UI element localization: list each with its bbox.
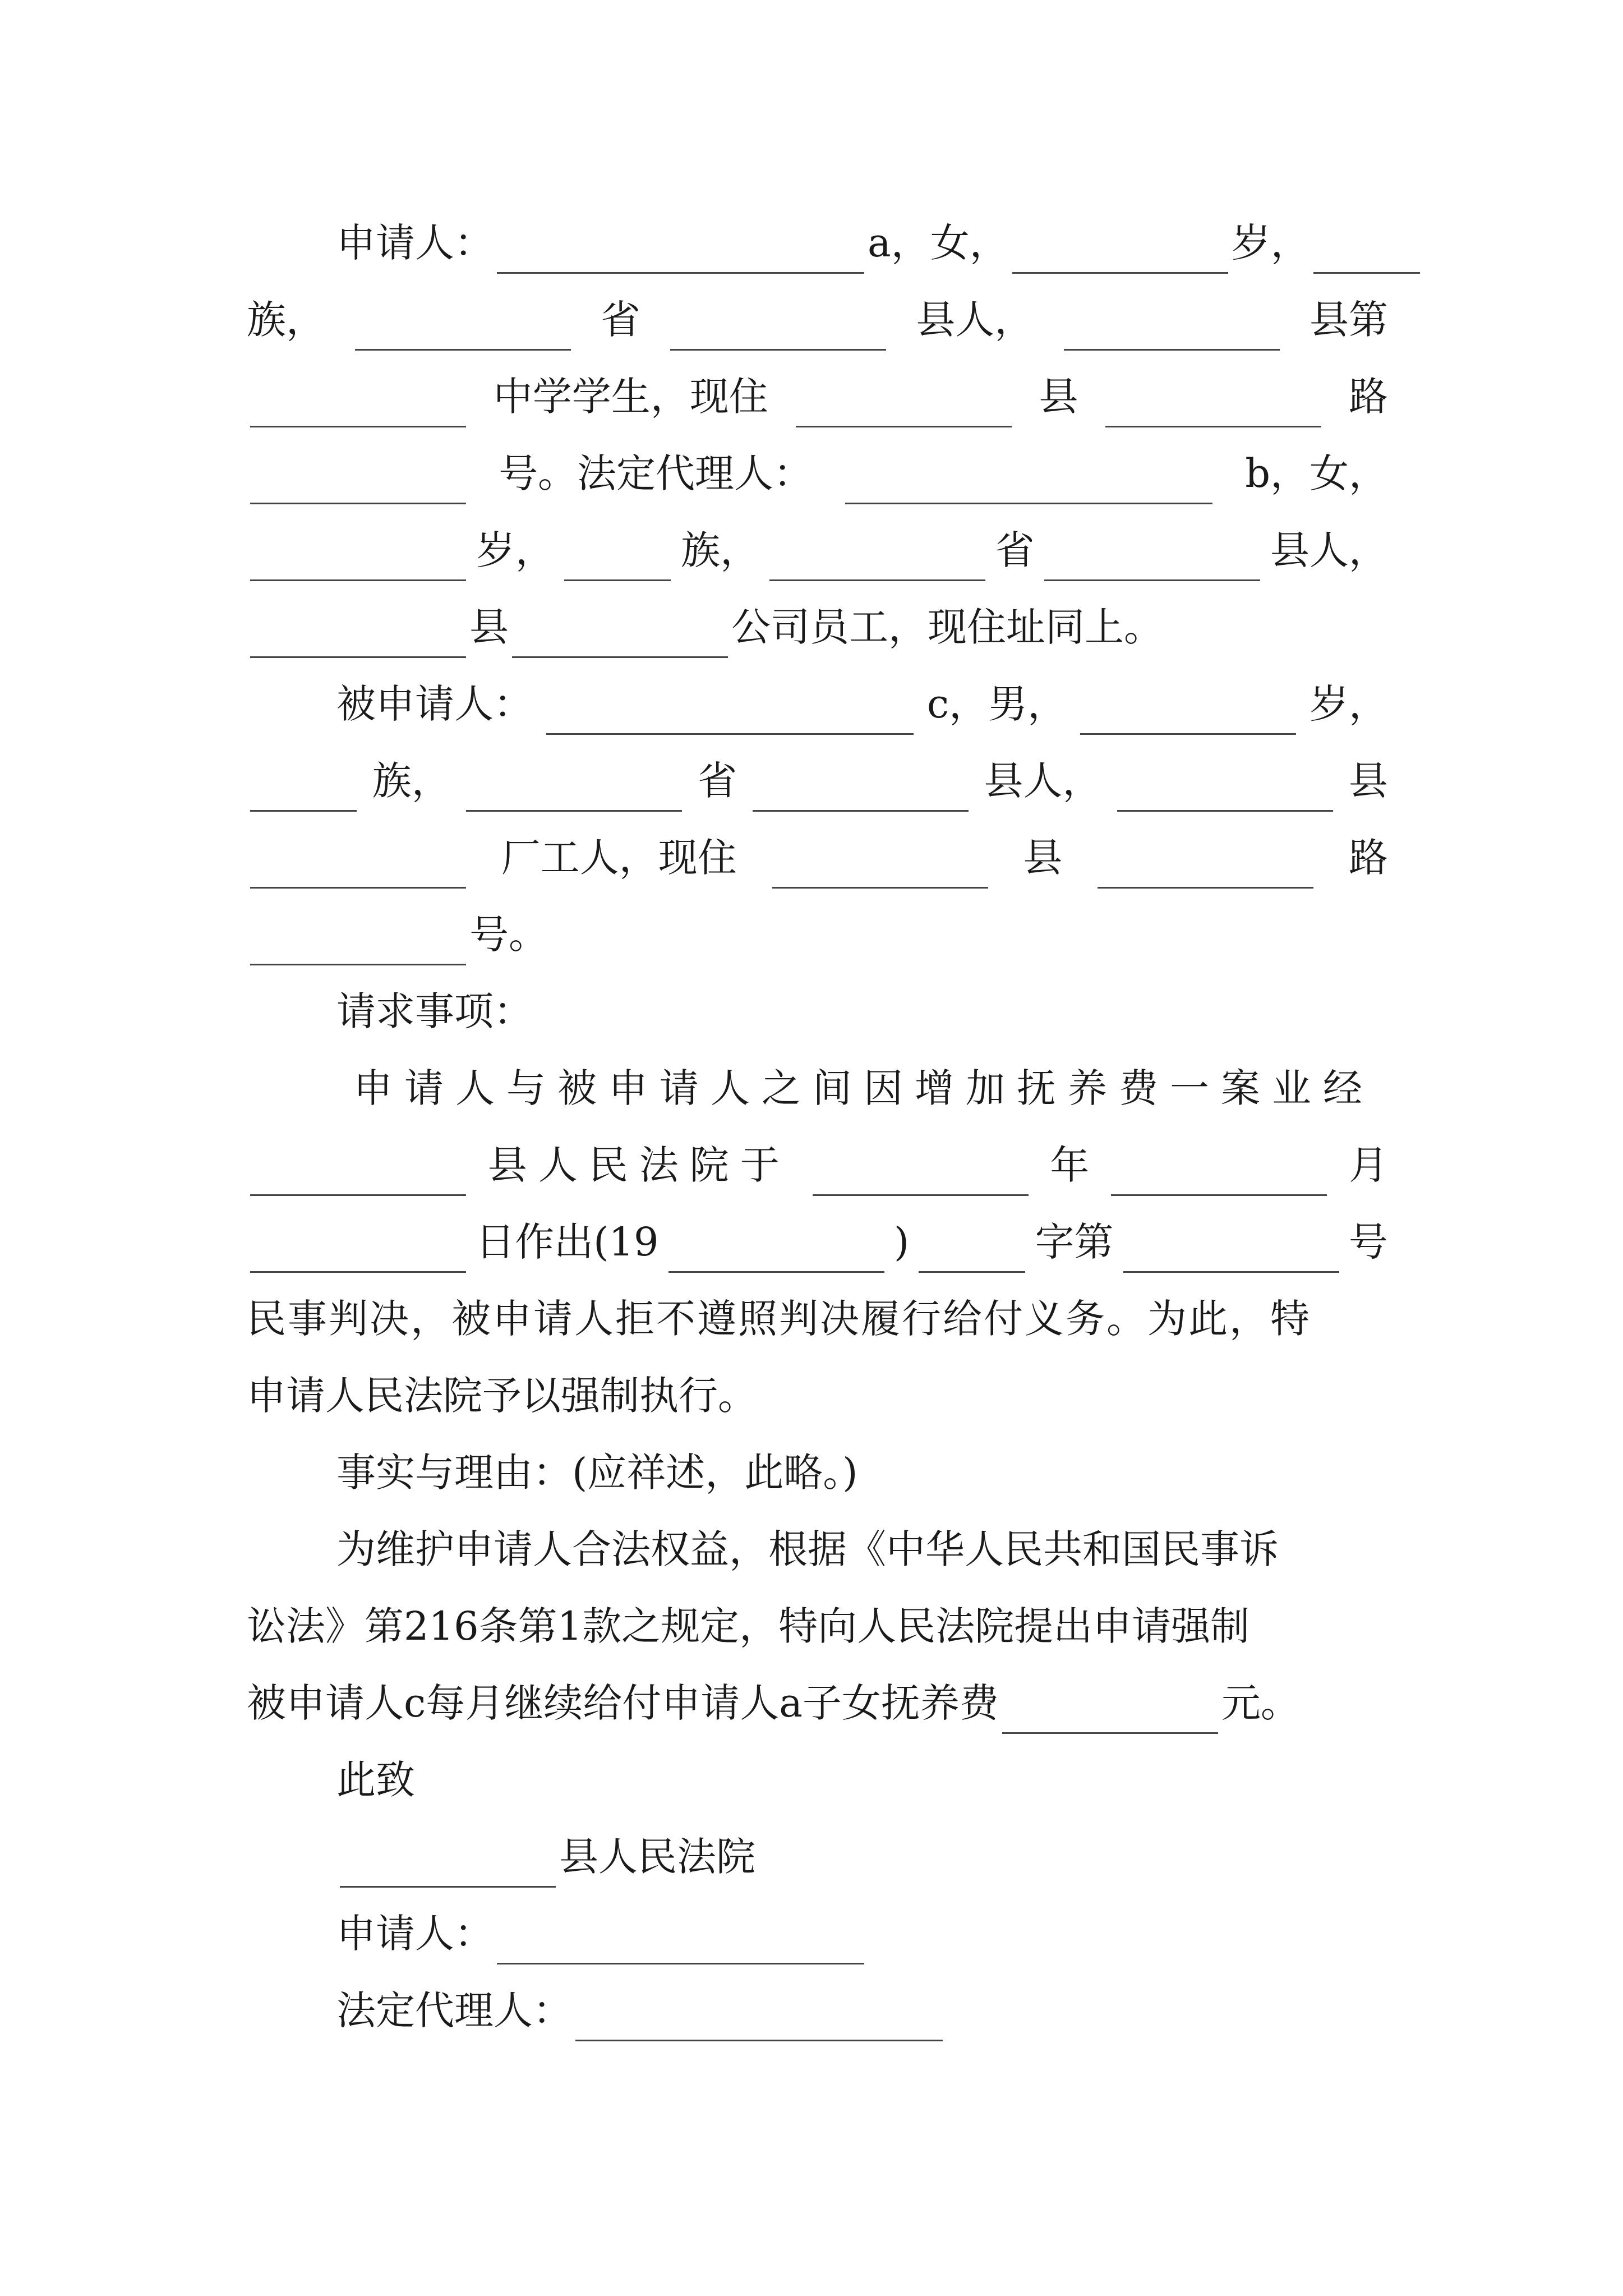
blank-closing-court xyxy=(340,1852,556,1888)
blank-respondent-ethnicity xyxy=(250,776,357,812)
facts-line-2 xyxy=(336,1519,1388,1580)
closing-rep-label: 法定代理人： xyxy=(336,1987,572,2033)
blank-respondent-county xyxy=(753,776,969,812)
respondent-line-4 xyxy=(247,904,1388,965)
facts-line-1-text: 事实与理由：(应祥述，此略。) xyxy=(336,1450,858,1496)
respondent-line-3 xyxy=(247,827,1388,889)
facts-line-2-text: 为维护申请人合法权益，根据《中华人民共和国民事诉 xyxy=(336,1526,1279,1572)
request-paren-close: ) xyxy=(893,1219,910,1265)
applicant-county: 县 xyxy=(1039,374,1078,420)
facts-line-3-text: 讼法》第216条第1款之规定，特向人民法院提出申请强制 xyxy=(247,1603,1250,1649)
blank-respondent-road xyxy=(1098,853,1313,889)
blank-court-name xyxy=(250,1161,466,1196)
request-heading xyxy=(336,981,1478,1042)
respondent-county-person: 县人， xyxy=(984,758,1102,804)
request-line-5 xyxy=(247,1365,1388,1427)
blank-day xyxy=(250,1237,466,1273)
blank-closing-rep xyxy=(575,2006,943,2041)
blank-rep-ethnicity xyxy=(564,546,671,581)
facts-line-4 xyxy=(247,1672,1388,1734)
applicant-county-person: 县人， xyxy=(916,297,1034,343)
rep-province: 省 xyxy=(995,527,1035,573)
blank-rep-company xyxy=(512,623,728,658)
applicant-province: 省 xyxy=(601,297,640,343)
blank-support-amount xyxy=(1002,1699,1218,1734)
request-year: 年 xyxy=(1050,1142,1090,1188)
applicant-ethnicity: 族， xyxy=(247,297,325,343)
facts-line-4-unit: 元。 xyxy=(1221,1680,1300,1726)
blank-respondent-res-county xyxy=(772,853,988,889)
blank-applicant-school xyxy=(250,392,466,427)
rep-age: 岁， xyxy=(476,527,555,573)
blank-rep-company-county xyxy=(250,623,466,658)
blank-applicant-province xyxy=(355,315,571,351)
applicant-road: 路 xyxy=(1348,374,1388,420)
rep-ethnicity: 族， xyxy=(681,527,760,573)
blank-respondent-number xyxy=(250,930,466,965)
request-day-made: 日作出(19 xyxy=(476,1219,659,1265)
rep-name-suffix: b，女， xyxy=(1245,450,1388,496)
blank-applicant-number xyxy=(250,469,466,504)
applicant-line-3 xyxy=(247,366,1388,427)
respondent-age-suffix: 岁， xyxy=(1309,681,1388,727)
request-hao: 号 xyxy=(1348,1219,1388,1265)
blank-year xyxy=(813,1161,1029,1196)
blank-applicant-county xyxy=(670,315,886,351)
applicant-name-suffix: a，女， xyxy=(868,220,1009,266)
applicant-line-2 xyxy=(247,289,1388,351)
respondent-line-1 xyxy=(336,673,1388,735)
blank-applicant-school-county xyxy=(1064,315,1280,351)
blank-case-year xyxy=(668,1237,884,1273)
blank-rep-province xyxy=(769,546,985,581)
request-line-1-text: 申请人与被申请人之间因增加抚养费一案业经 xyxy=(353,1065,1374,1111)
facts-line-1 xyxy=(336,1442,1478,1503)
respondent-county2: 县 xyxy=(1023,835,1063,881)
applicant-county-no: 县第 xyxy=(1309,297,1388,343)
request-line-1 xyxy=(353,1057,1388,1119)
applicant-school: 中学学生，现住 xyxy=(493,374,768,420)
applicant-line-5 xyxy=(247,519,1388,581)
respondent-county: 县 xyxy=(1348,758,1388,804)
blank-applicant-res-county xyxy=(796,392,1012,427)
respondent-province: 省 xyxy=(698,758,737,804)
respondent-number: 号。 xyxy=(469,912,548,958)
blank-respondent-age xyxy=(1080,700,1296,735)
blank-month xyxy=(1111,1161,1327,1196)
applicant-line-4 xyxy=(247,443,1388,504)
request-zi-di: 字第 xyxy=(1035,1219,1114,1265)
respondent-factory: 厂工人，现住 xyxy=(501,835,737,881)
blank-rep-county xyxy=(1044,546,1260,581)
blank-closing-applicant xyxy=(497,1929,864,1964)
respondent-road: 路 xyxy=(1348,835,1388,881)
facts-line-3 xyxy=(247,1595,1388,1657)
respondent-label: 被申请人： xyxy=(336,681,533,727)
applicant-number-rep: 号。法定代理人： xyxy=(499,450,813,496)
request-line-5-text: 申请人民法院予以强制执行。 xyxy=(247,1373,757,1419)
blank-applicant-name xyxy=(497,238,864,274)
closing-rep xyxy=(336,1980,1478,2041)
blank-applicant-age xyxy=(1012,238,1228,274)
closing-applicant xyxy=(336,1903,1478,1964)
rep-county: 县 xyxy=(469,604,509,650)
closing-court-text: 县人民法院 xyxy=(559,1834,755,1880)
closing-to xyxy=(336,1749,1478,1811)
request-line-4-text: 民事判决，被申请人拒不遵照判决履行给付义务。为此，特 xyxy=(247,1296,1311,1342)
applicant-line-1 xyxy=(336,212,1388,274)
request-heading-text: 请求事项： xyxy=(336,988,533,1034)
blank-case-type xyxy=(919,1237,1025,1273)
respondent-name-suffix: c，男， xyxy=(926,681,1067,727)
rep-company: 公司员工，现住址同上。 xyxy=(731,604,1163,650)
blank-respondent-factory-county xyxy=(1117,776,1333,812)
closing-applicant-label: 申请人： xyxy=(336,1911,494,1957)
blank-respondent-name xyxy=(546,700,914,735)
request-month: 月 xyxy=(1348,1142,1388,1188)
blank-rep-age xyxy=(250,546,466,581)
facts-line-4-text: 被申请人c每月继续给付申请人a子女抚养费 xyxy=(247,1680,999,1726)
applicant-label: 申请人： xyxy=(336,220,494,266)
blank-case-number xyxy=(1123,1237,1339,1273)
request-line-2 xyxy=(247,1134,1388,1196)
request-court: 县人民法院于 xyxy=(487,1142,791,1188)
closing-court xyxy=(336,1826,1478,1888)
rep-county-person: 县人， xyxy=(1270,527,1388,573)
applicant-line-6 xyxy=(247,596,1388,658)
request-line-3 xyxy=(247,1211,1388,1273)
respondent-line-2 xyxy=(247,750,1388,812)
blank-respondent-province xyxy=(466,776,682,812)
blank-applicant-road xyxy=(1105,392,1321,427)
blank-rep-name xyxy=(845,469,1212,504)
request-line-4 xyxy=(247,1288,1388,1350)
blank-respondent-factory xyxy=(250,853,466,889)
applicant-age-suffix: 岁， xyxy=(1231,220,1310,266)
closing-to-text: 此致 xyxy=(336,1757,415,1803)
blank-applicant-ethnicity xyxy=(1313,238,1420,274)
respondent-ethnicity: 族， xyxy=(372,758,451,804)
